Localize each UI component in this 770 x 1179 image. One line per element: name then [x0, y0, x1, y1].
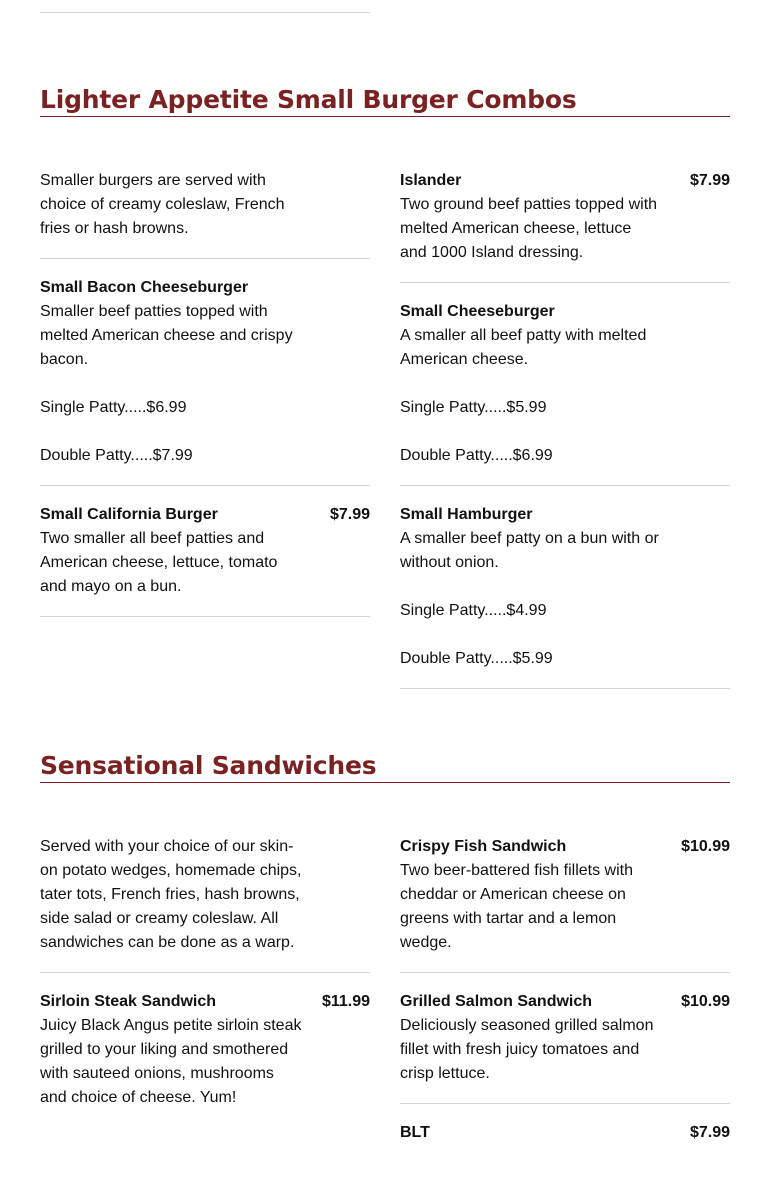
item-description: Juicy Black Angus petite sirloin steak grilled to your liking and smothered with sauteed onions, mushrooms and choice of cheese. Yum!	[40, 1017, 302, 1106]
section-sensational-sandwiches	[40, 751, 730, 1141]
intro-text: Smaller burgers are served with choice of creamy coleslaw, French fries or hash browns.	[40, 172, 285, 237]
single-patty-option: Single Patty.....$6.99	[40, 399, 187, 416]
double-patty-option: Double Patty.....$7.99	[40, 447, 193, 464]
single-patty-option: Single Patty.....$4.99	[400, 602, 547, 619]
item-description: Two ground beef patties topped with melted American cheese, lettuce and 1000 Island dressing.	[400, 196, 658, 261]
menu-item[interactable]	[400, 835, 730, 973]
item-description: A smaller all beef patty with melted American cheese.	[400, 327, 647, 368]
item-name: BLT	[400, 1124, 430, 1141]
menu-item[interactable]	[400, 503, 730, 689]
item-name: Islander	[400, 172, 462, 189]
section-small-burger-combos	[40, 85, 730, 667]
item-price: $7.99	[689, 172, 730, 189]
item-name: Sirloin Steak Sandwich	[40, 993, 217, 1010]
item-price: $11.99	[321, 993, 370, 1010]
menu-item[interactable]	[400, 300, 730, 486]
double-patty-option: Double Patty.....$5.99	[400, 650, 553, 667]
menu-item[interactable]	[400, 169, 730, 283]
item-description: Two beer-battered fish fillets with cheddar or American cheese on greens with tartar and a lemon wedge.	[400, 862, 633, 951]
item-name: Small California Burger	[40, 506, 218, 523]
item-price: $10.99	[681, 993, 730, 1010]
item-description: A smaller beef patty on a bun with or without onion.	[400, 530, 659, 571]
item-price: $7.99	[689, 1124, 730, 1141]
menu-item[interactable]	[40, 990, 370, 1127]
item-description: Two smaller all beef patties and American cheese, lettuce, tomato and mayo on a bun.	[40, 530, 278, 595]
item-price: $10.99	[681, 838, 730, 855]
item-description: Deliciously seasoned grilled salmon fillet with fresh juicy tomatoes and crisp lettuce.	[400, 1017, 654, 1082]
section-intro	[40, 835, 370, 973]
menu-item[interactable]	[400, 1121, 730, 1162]
item-price: $7.99	[329, 506, 370, 523]
item-name: Crispy Fish Sandwich	[400, 838, 567, 855]
item-name: Small Cheeseburger	[400, 303, 555, 320]
menu-item[interactable]	[400, 990, 730, 1104]
section-title: Sensational Sandwiches	[40, 751, 730, 783]
section-title: Lighter Appetite Small Burger Combos	[40, 85, 730, 117]
intro-text: Served with your choice of our skin-on potato wedges, homemade chips, tater tots, French fries, hash browns, side salad or creamy coleslaw. All sandwiches can be done as a warp.	[40, 838, 302, 951]
divider	[40, 12, 370, 13]
item-name: Small Bacon Cheeseburger	[40, 279, 249, 296]
single-patty-option: Single Patty.....$5.99	[400, 399, 547, 416]
item-name: Small Hamburger	[400, 506, 533, 523]
item-description: Smaller beef patties topped with melted American cheese and crispy bacon.	[40, 303, 293, 368]
menu-item[interactable]	[40, 276, 370, 486]
item-name: Grilled Salmon Sandwich	[400, 993, 593, 1010]
double-patty-option: Double Patty.....$6.99	[400, 447, 553, 464]
menu-item[interactable]	[40, 503, 370, 617]
section-intro	[40, 169, 370, 259]
